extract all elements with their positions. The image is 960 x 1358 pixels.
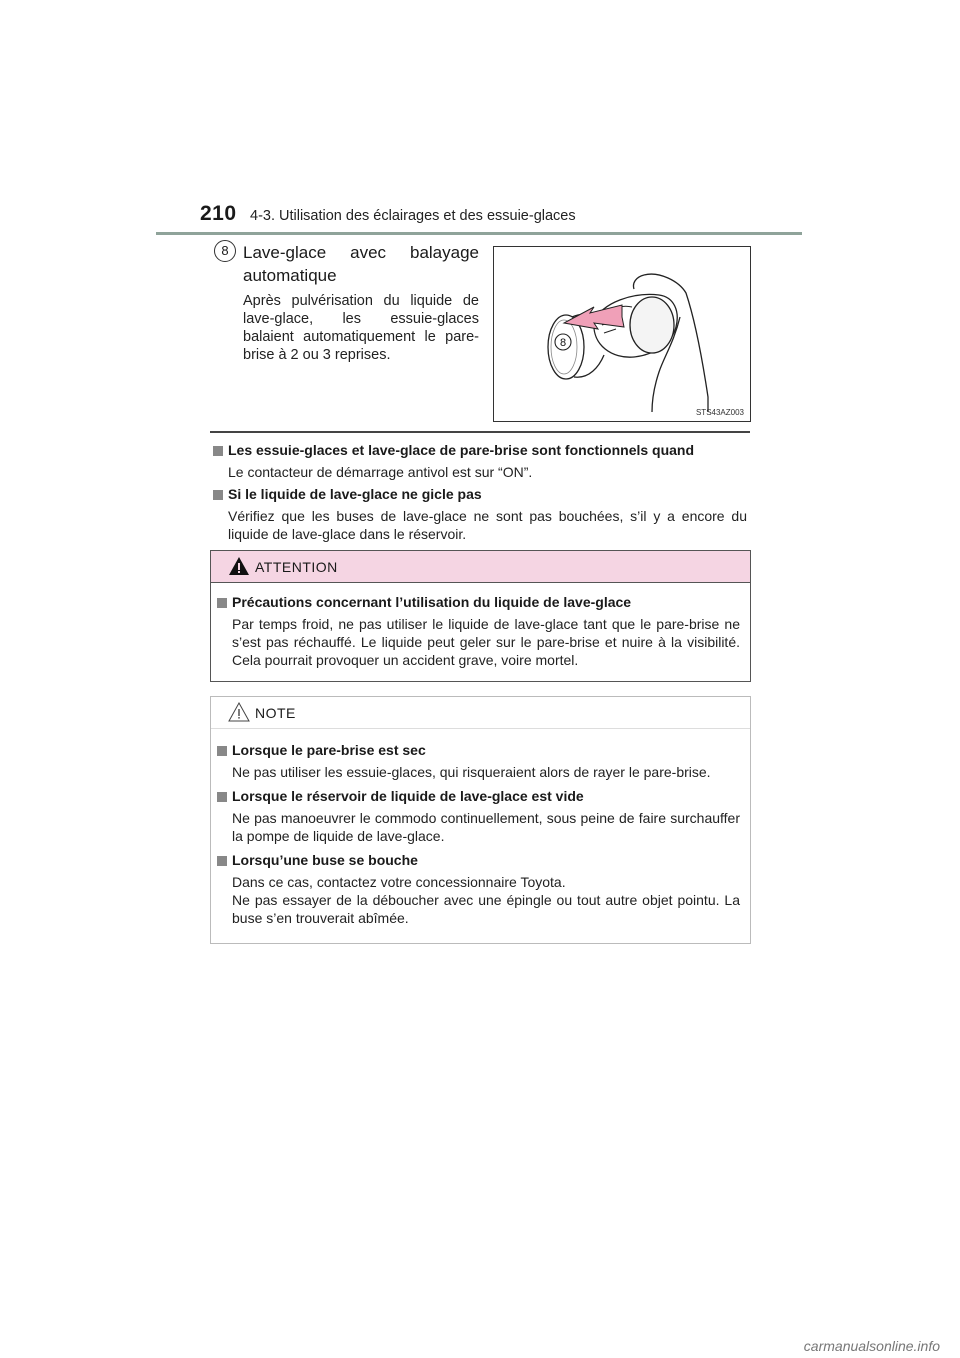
square-bullet-icon: [217, 856, 227, 866]
item-title: [243, 241, 479, 287]
attention-item-body: Par temps froid, ne pas utiliser le liquide de lave-glace tant que le pare-brise ne s’est pas réchauffé. Le liquide peut geler sur le pare-brise et nuire à la visibilité. Cela pourrait provoquer un accident grave, voire mortel.: [232, 616, 740, 668]
note-ignition: [213, 441, 747, 481]
item-number-badge: 8: [214, 240, 236, 262]
attention-body: [211, 583, 750, 681]
section-divider: [210, 431, 750, 433]
figure-callout: 8: [559, 337, 567, 349]
header-rule: [156, 232, 802, 235]
square-bullet-icon: [217, 746, 227, 756]
note-box-item-body: Ne pas utiliser les essuie-glaces, qui risqueraient alors de rayer le pare-brise.: [232, 764, 711, 780]
note-box-item-body: Ne pas manoeuvrer le commodo continuellement, sous peine de faire surchauffer la pompe de liquide de lave-glace.: [232, 810, 740, 844]
note-box-item-heading: Lorsqu’une buse se bouche: [217, 851, 740, 869]
section-title: 4-3. Utilisation des éclairages et des essuie-glaces: [250, 208, 576, 224]
note-box-item-body-2: Ne pas essayer de la déboucher avec une épingle ou tout autre objet pointu. La buse s’en trouverait abîmée.: [232, 892, 740, 926]
square-bullet-icon: [213, 490, 223, 500]
wiper-lever-figure: [493, 246, 751, 422]
note-body: Le contacteur de démarrage antivol est sur “ON”.: [228, 464, 533, 480]
attention-box: [210, 550, 751, 682]
item-title-line1: Lave-glace avec balayage: [243, 243, 479, 262]
note-no-spray: [213, 485, 747, 543]
caution-icon: [228, 702, 250, 722]
note-body: Vérifiez que les buses de lave-glace ne sont pas bouchées, s’il y a encore du liquide de lave-glace dans le réservoir.: [228, 508, 747, 542]
note-box-label: NOTE: [255, 705, 296, 721]
square-bullet-icon: [213, 446, 223, 456]
watermark: carmanualsonline.info: [803, 1338, 940, 1354]
note-box-item-heading: Lorsque le pare-brise est sec: [217, 741, 740, 759]
attention-item-heading: Précautions concernant l’utilisation du liquide de lave-glace: [217, 593, 740, 611]
item-title-line2: automatique: [243, 266, 337, 285]
square-bullet-icon: [217, 598, 227, 608]
note-box-item-body: Dans ce cas, contactez votre concessionnaire Toyota.: [232, 874, 566, 890]
note-heading: Les essuie-glaces et lave-glace de pare-brise sont fonctionnels quand: [213, 441, 747, 459]
note-box: [210, 696, 751, 944]
warning-icon: [228, 556, 250, 576]
attention-header: [211, 551, 750, 583]
page-number: 210: [200, 202, 237, 225]
note-box-body: [211, 729, 750, 943]
square-bullet-icon: [217, 792, 227, 802]
item-description: Après pulvérisation du liquide de lave-glace, les essuie-glaces balaient automatiquement le pare-brise à 2 ou 3 reprises.: [243, 293, 479, 363]
attention-label: ATTENTION: [255, 559, 338, 575]
figure-code: STS43AZ003: [695, 408, 744, 417]
hand-on-lever-illustration: [494, 247, 750, 421]
note-box-header: [211, 697, 750, 729]
note-box-item-heading: Lorsque le réservoir de liquide de lave-glace est vide: [217, 787, 740, 805]
note-heading: Si le liquide de lave-glace ne gicle pas: [213, 485, 747, 503]
